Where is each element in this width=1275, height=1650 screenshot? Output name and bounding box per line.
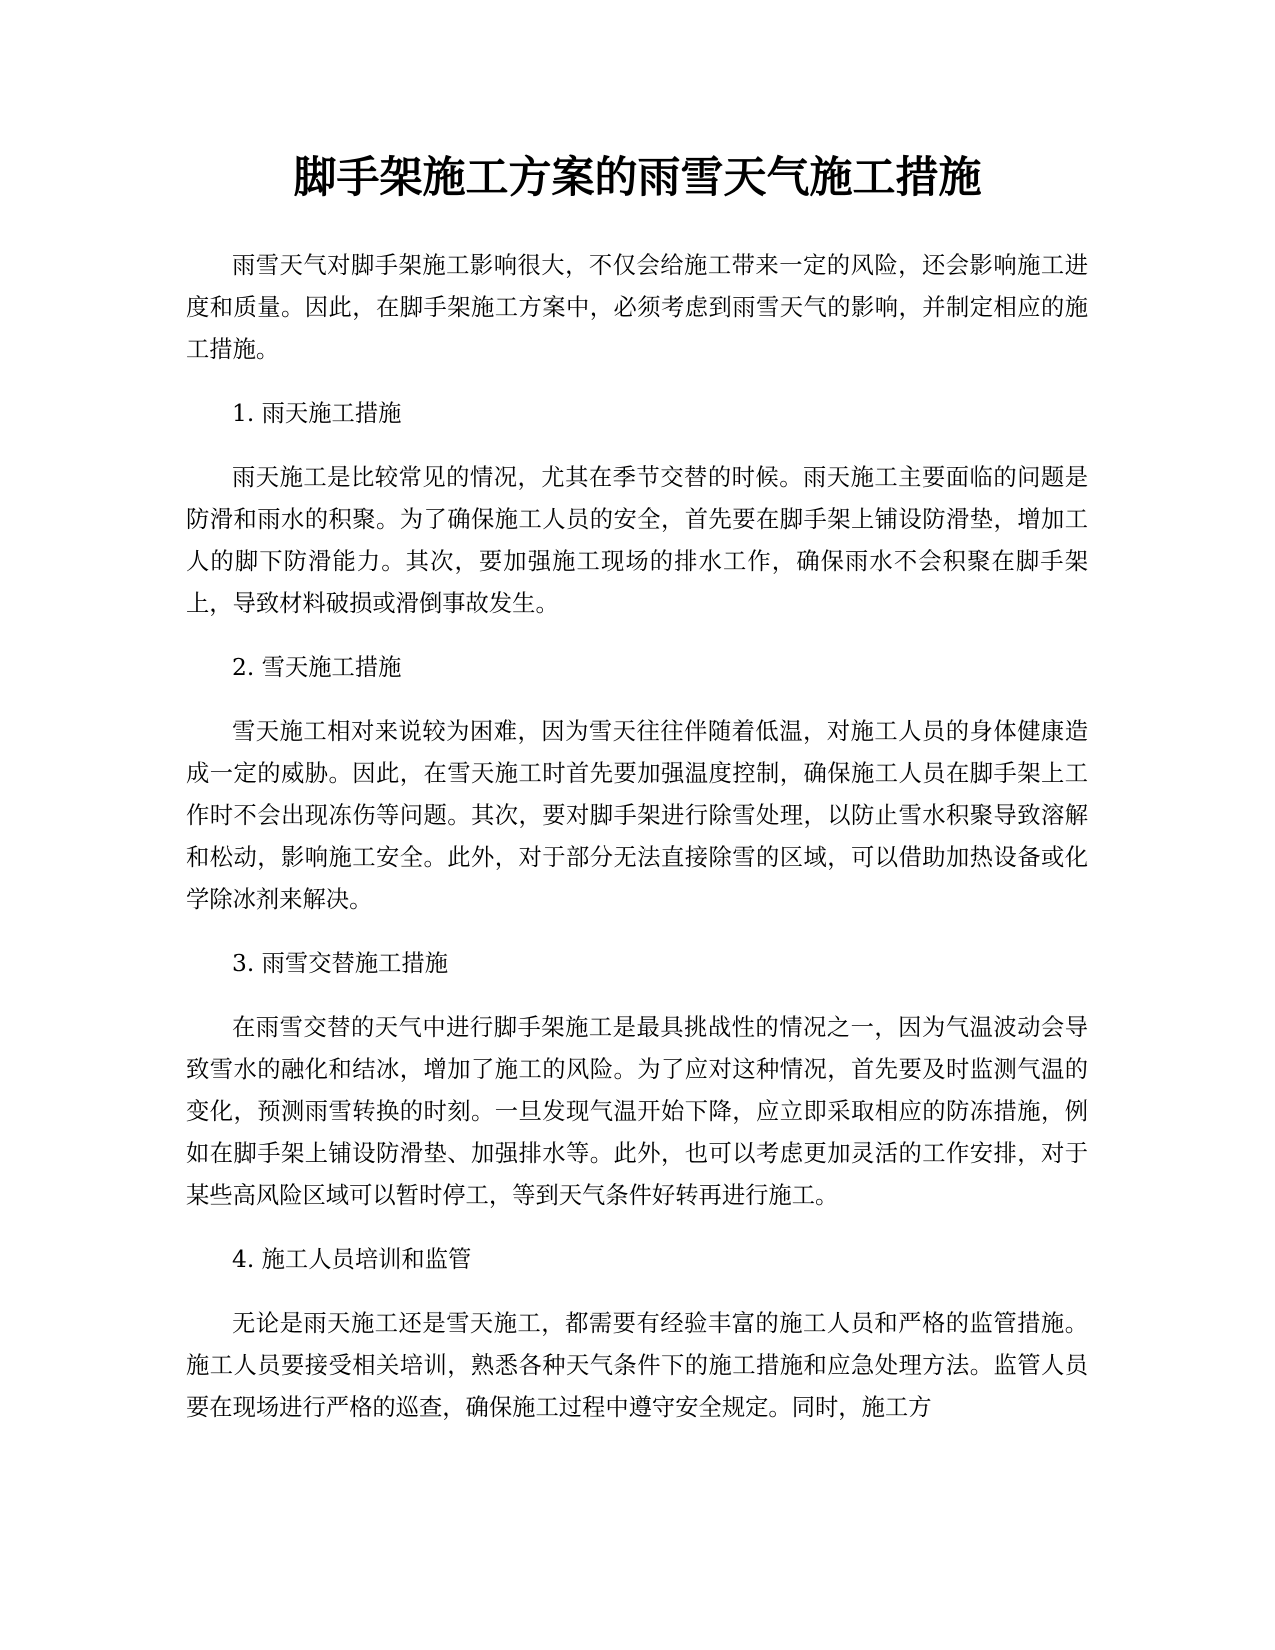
section-heading-rain-snow: 3. 雨雪交替施工措施: [232, 950, 449, 977]
document-title: 脚手架施工方案的雨雪天气施工措施: [293, 153, 982, 203]
rain-snow-paragraph: 在雨雪交替的天气中进行脚手架施工是最具挑战性的情况之一，因为气温波动会导致雪水的融化和结冰，增加了施工的风险。为了应对这种情况，首先要及时监测气温的变化，预测雨雪转换的时刻。一旦发现气温开始下降，应立即采取相应的防冻措施，例如在脚手架上铺设防滑垫、加强排水等。此外，也可以考虑更加灵活的工作安排，对于某些高风险区域可以暂时停工，等到天气条件好转再进行施工。: [186, 1014, 1088, 1209]
snow-paragraph: 雪天施工相对来说较为困难，因为雪天往往伴随着低温，对施工人员的身体健康造成一定的威胁。因此，在雪天施工时首先要加强温度控制，确保施工人员在脚手架上工作时不会出现冻伤等问题。其次，要对脚手架进行除雪处理，以防止雪水积聚导致溶解和松动，影响施工安全。此外，对于部分无法直接除雪的区域，可以借助加热设备或化学除冰剂来解决。: [186, 718, 1088, 913]
rain-paragraph: 雨天施工是比较常见的情况，尤其在季节交替的时候。雨天施工主要面临的问题是防滑和雨水的积聚。为了确保施工人员的安全，首先要在脚手架上铺设防滑垫，增加工人的脚下防滑能力。其次，要加强施工现场的排水工作，确保雨水不会积聚在脚手架上，导致材料破损或滑倒事故发生。: [186, 464, 1088, 617]
section-heading-rain: 1. 雨天施工措施: [232, 400, 402, 427]
intro-paragraph: 雨雪天气对脚手架施工影响很大，不仅会给施工带来一定的风险，还会影响施工进度和质量。因此，在脚手架施工方案中，必须考虑到雨雪天气的影响，并制定相应的施工措施。: [186, 252, 1088, 363]
section-heading-snow: 2. 雪天施工措施: [232, 654, 402, 681]
document-body: [186, 245, 1088, 1451]
section-heading-training: 4. 施工人员培训和监管: [232, 1246, 472, 1273]
training-paragraph: 无论是雨天施工还是雪天施工，都需要有经验丰富的施工人员和严格的监管措施。施工人员要接受相关培训，熟悉各种天气条件下的施工措施和应急处理方法。监管人员要在现场进行严格的巡查，确保施工过程中遵守安全规定。同时，施工方: [186, 1310, 1088, 1421]
